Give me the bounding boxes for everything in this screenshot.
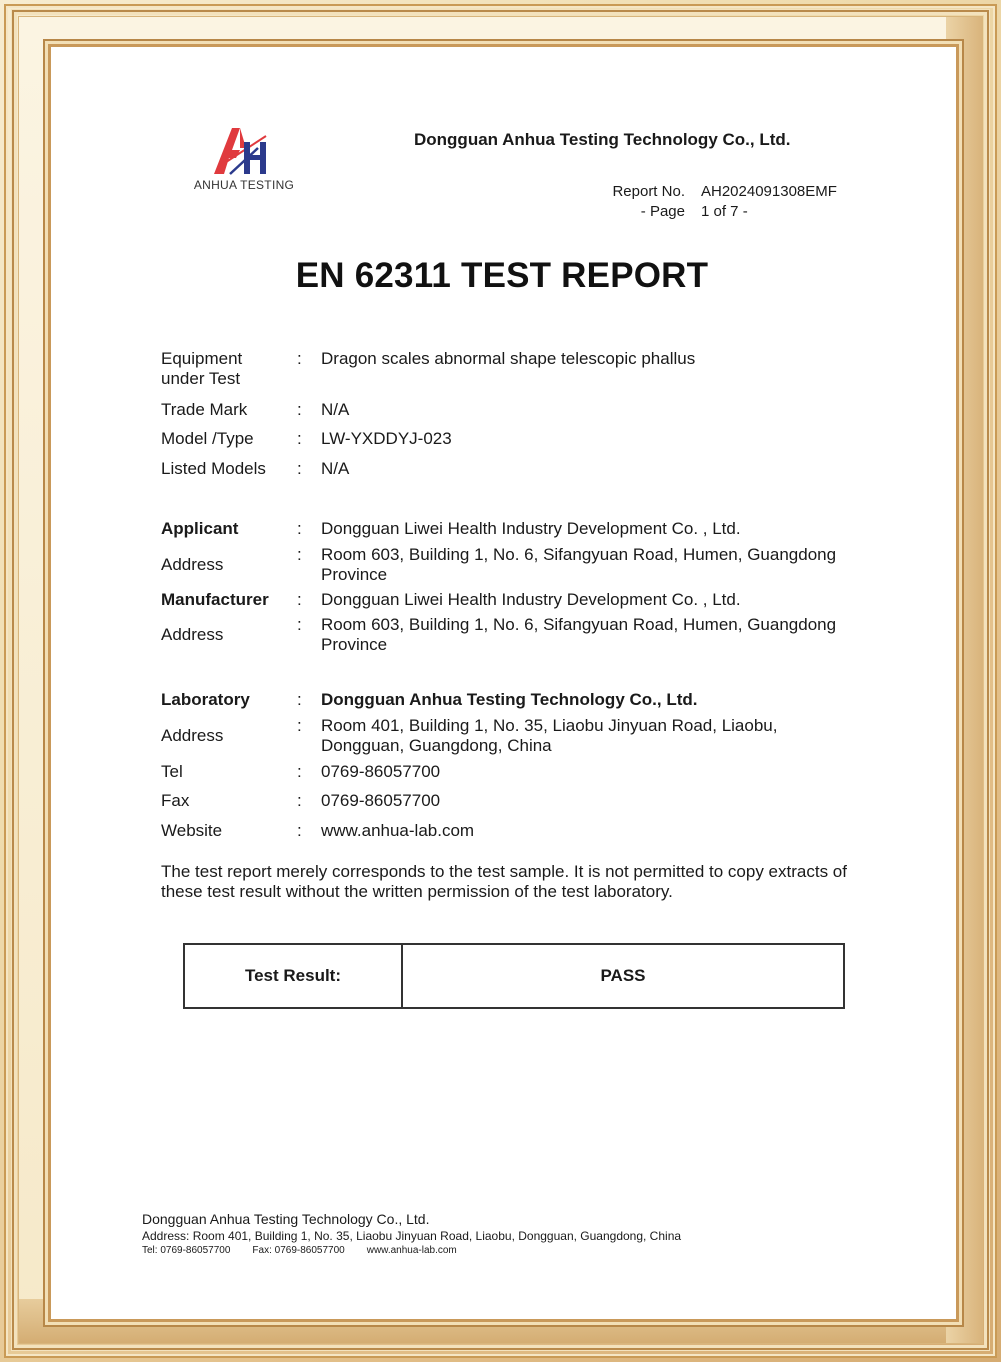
label-manufacturer-address: Address [161,625,224,644]
footer-company: Dongguan Anhua Testing Technology Co., Ltd. [142,1211,430,1227]
report-title: EN 62311 TEST REPORT [295,256,709,295]
row-model-type [161,429,881,449]
disclaimer-text: The test report merely corresponds to the test sample. It is not permitted to copy extracts of these test result without the written permission of the test laboratory. [161,862,847,901]
label-equipment-under-test: Equipment under Test [161,349,243,388]
report-number-block [590,182,837,222]
report-no-label: Report No. [612,183,685,200]
label-trade-mark: Trade Mark [161,400,248,419]
page-value: 1 of 7 - [701,203,748,220]
separator: : [297,400,302,419]
label-website: Website [161,821,223,840]
ah-logo-icon [210,126,280,178]
value-manufacturer-address: Room 603, Building 1, No. 6, Sifangyuan Road, Humen, Guangdong Province [321,615,837,654]
row-tel [161,762,881,782]
label-laboratory-address: Address [161,726,224,745]
value-laboratory: Dongguan Anhua Testing Technology Co., Ltd. [321,690,698,709]
value-model-type: LW-YXDDYJ-023 [321,429,452,448]
separator: : [297,791,302,810]
logo-text: ANHUA TESTING [193,178,295,192]
value-tel: 0769-86057700 [321,762,441,781]
value-website: www.anhua-lab.com [321,821,475,840]
value-fax: 0769-86057700 [321,791,441,810]
footer-address: Address: Room 401, Building 1, No. 35, Liaobu Jinyuan Road, Liaobu, Dongguan, Guangdong, China [142,1229,682,1243]
value-listed-models: N/A [321,459,350,478]
report-no-value: AH2024091308EMF [701,183,837,200]
separator: : [297,615,302,634]
label-tel: Tel [161,762,183,781]
row-equipment-under-test [161,349,881,389]
row-manufacturer [161,590,881,610]
separator: : [297,459,302,478]
report-page [57,60,947,1318]
row-laboratory-address [161,716,881,756]
label-listed-models: Listed Models [161,459,266,478]
row-fax [161,791,881,811]
separator: : [297,690,302,709]
separator: : [297,762,302,781]
value-applicant-address: Room 603, Building 1, No. 6, Sifangyuan Road, Humen, Guangdong Province [321,545,837,584]
row-website [161,821,881,841]
company-header: Dongguan Anhua Testing Technology Co., Ltd. [414,130,791,149]
value-equipment-under-test: Dragon scales abnormal shape telescopic phallus [321,349,696,368]
value-laboratory-address: Room 401, Building 1, No. 35, Liaobu Jinyuan Road, Liaobu, Dongguan, Guangdong, China [321,716,778,755]
separator: : [297,545,302,564]
separator: : [297,349,302,368]
value-trade-mark: N/A [321,400,350,419]
row-applicant [161,519,881,539]
footer-tel: Tel: 0769-86057700 [142,1245,231,1256]
value-manufacturer: Dongguan Liwei Health Industry Development Co. , Ltd. [321,590,741,609]
page-footer [142,1210,681,1258]
label-laboratory: Laboratory [161,690,250,709]
value-applicant: Dongguan Liwei Health Industry Development Co. , Ltd. [321,519,741,538]
footer-contact [142,1244,681,1258]
separator: : [297,590,302,609]
row-laboratory [161,690,881,710]
test-result-value: PASS [600,966,646,985]
row-trade-mark [161,400,881,420]
label-manufacturer: Manufacturer [161,590,269,609]
row-manufacturer-address [161,615,881,655]
separator: : [297,429,302,448]
page-label: - Page [640,203,685,220]
label-model-type: Model /Type [161,429,254,448]
test-result-box [183,943,845,1009]
footer-fax: Fax: 0769-86057700 [252,1245,345,1256]
test-result-label: Test Result: [185,945,403,1007]
anhua-logo [188,126,300,196]
separator: : [297,519,302,538]
footer-website: www.anhua-lab.com [366,1245,457,1256]
row-applicant-address [161,545,881,585]
row-listed-models [161,459,881,479]
label-applicant-address: Address [161,555,224,574]
label-applicant: Applicant [161,519,239,538]
separator: : [297,821,302,840]
separator: : [297,716,302,735]
label-fax: Fax [161,791,190,810]
